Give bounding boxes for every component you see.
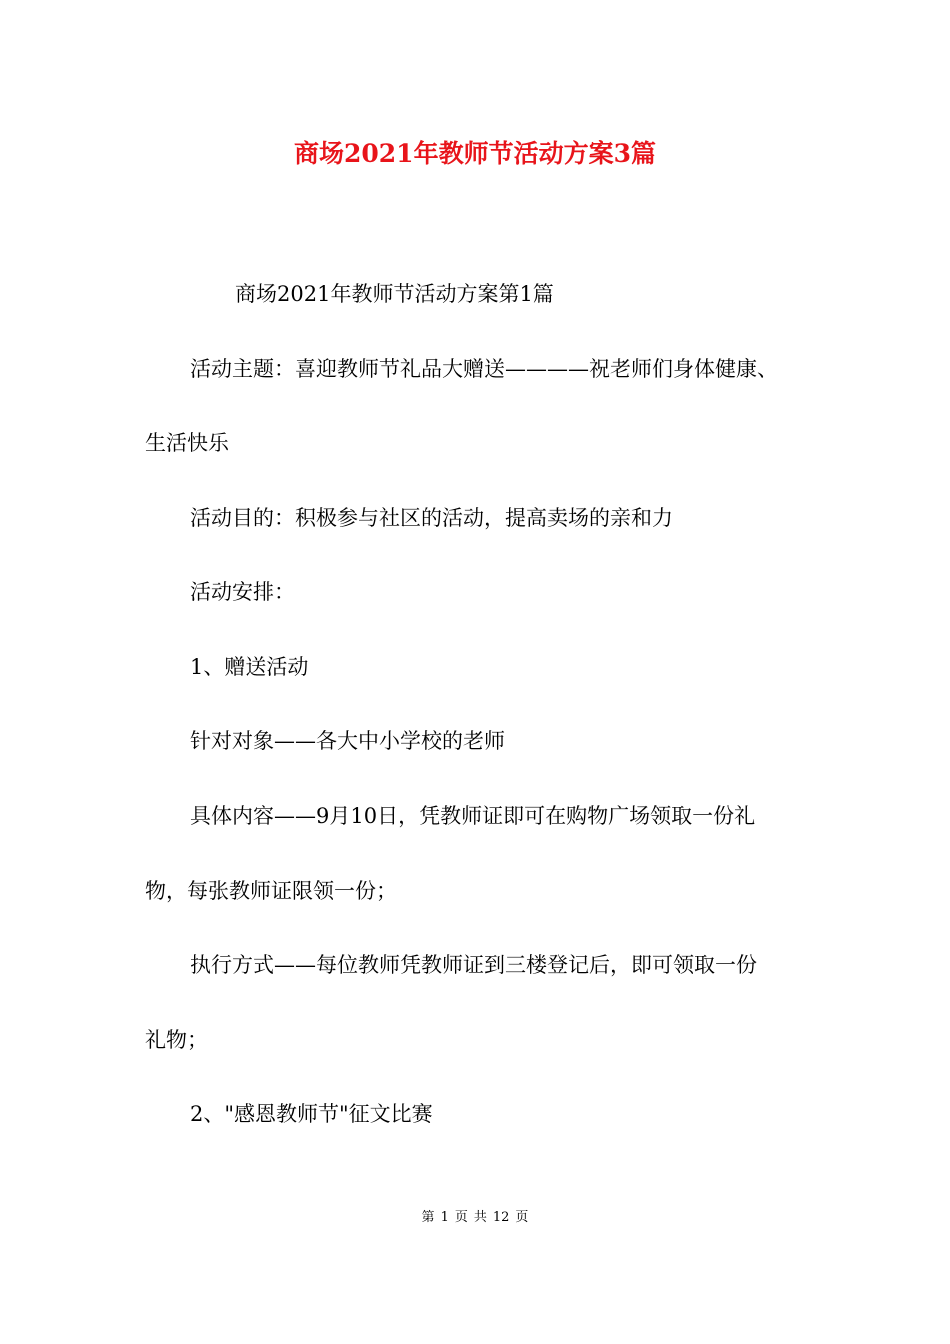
footer-total-word: 共	[473, 1210, 487, 1225]
section-heading: 商场2021年教师节活动方案第1篇	[235, 282, 554, 306]
paragraph-purpose: 活动目的：积极参与社区的活动，提高卖场的亲和力	[190, 506, 673, 530]
footer-prefix: 第	[421, 1210, 435, 1225]
footer-total-pages: 12	[492, 1210, 510, 1225]
paragraph-theme: 活动主题：喜迎教师节礼品大赠送————祝老师们身体健康、	[190, 357, 778, 381]
footer-page-word: 页	[454, 1210, 468, 1225]
paragraph-content: 具体内容——9月10日，凭教师证即可在购物广场领取一份礼	[190, 804, 756, 828]
paragraph-content-cont: 物，每张教师证限领一份；	[145, 879, 397, 903]
page-footer	[0, 1208, 950, 1228]
paragraph-item-2: 2、"感恩教师节"征文比赛	[190, 1102, 433, 1126]
footer-suffix: 页	[515, 1210, 529, 1225]
document-title: 商场2021年教师节活动方案3篇	[294, 139, 656, 168]
paragraph-execution-cont: 礼物；	[145, 1028, 208, 1052]
paragraph-arrangement: 活动安排：	[190, 580, 295, 604]
paragraph-theme-cont: 生活快乐	[145, 431, 229, 455]
paragraph-target: 针对对象——各大中小学校的老师	[190, 729, 505, 753]
footer-current-page: 1	[440, 1210, 449, 1225]
paragraph-execution: 执行方式——每位教师凭教师证到三楼登记后，即可领取一份	[190, 953, 757, 977]
paragraph-item-1: 1、赠送活动	[190, 655, 309, 679]
